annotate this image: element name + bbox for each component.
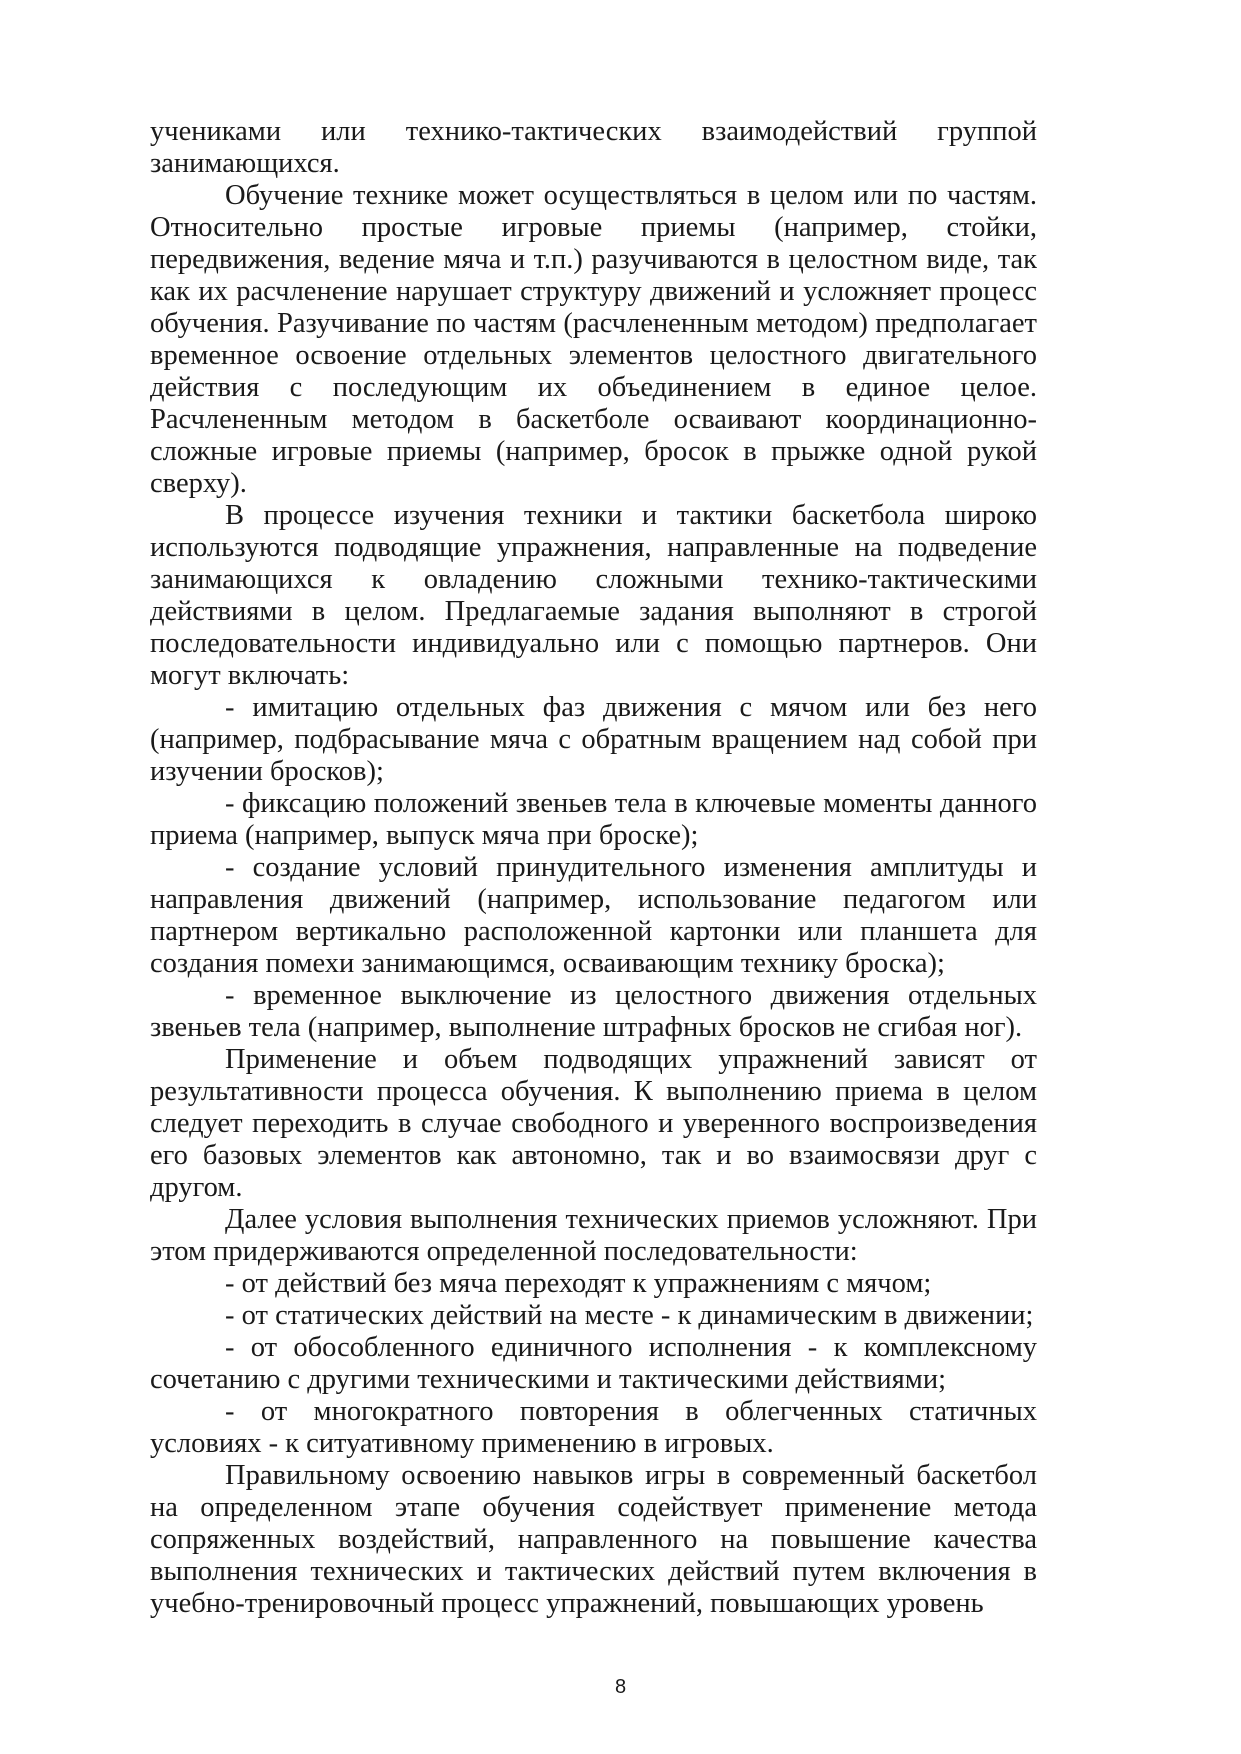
paragraph-technique-training: Обучение технике может осуществляться в целом или по частям. Относительно простые игровые приемы (например, стойки, передвижения, ведение мяча и т.п.) разучиваются в целостном виде, так как их расчленение нарушает структуру движений и усложняет процесс обучения. Разучивание по частям (расчлененным методом) предполагает временное освоение отдельных элементов целостного двигательного действия с последующим их объединением в единое целое. Расчлененным методом в баскетболе осваивают координационно-сложные игровые приемы (например, бросок в прыжке одной рукой сверху).: [150, 180, 1037, 499]
page-number: 8: [614, 1676, 627, 1698]
list-item-isolated-complex: - от обособленного единичного исполнения - к комплексному сочетанию с другими техническими и тактическими действиями;: [150, 1332, 1037, 1395]
document-page: [150, 116, 1037, 1620]
list-item-imitation: - имитацию отдельных фаз движения с мячом или без него (например, подбрасывание мяча с обратным вращением над собой при изучении бросков);: [150, 692, 1037, 787]
list-item-without-ball: - от действий без мяча переходят к упражнениям с мячом;: [225, 1268, 932, 1299]
paragraph-continuation: учениками или технико-тактических взаимодействий группой занимающихся.: [150, 116, 1037, 179]
list-item-fixation: - фиксацию положений звеньев тела в ключевые моменты данного приема (например, выпуск мяча при броске);: [150, 788, 1037, 851]
paragraph-application-volume: Применение и объем подводящих упражнений зависят от результативности процесса обучения. К выполнению приема в целом следует переходить в случае свободного и уверенного воспроизведения его базовых элементов как автономно, так и во взаимосвязи друг с другом.: [150, 1044, 1037, 1203]
list-item-forced-conditions: - создание условий принудительного изменения амплитуды и направления движений (например, использование педагогом или партнером вертикально расположенной картонки или планшета для создания помехи занимающимся, осваивающим технику броска);: [150, 852, 1037, 979]
paragraph-conjugate-method: Правильному освоению навыков игры в современный баскетбол на определенном этапе обучения содействует применение метода сопряженных воздействий, направленного на повышение качества выполнения технических и тактических действий путем включения в учебно-тренировочный процесс упражнений, повышающих уровень: [150, 1460, 1037, 1619]
list-item-repetition-situational: - от многократного повторения в облегченных статичных условиях - к ситуативному применению в игровых.: [150, 1396, 1037, 1459]
list-item-static-dynamic: - от статических действий на месте - к динамическим в движении;: [225, 1300, 1034, 1331]
paragraph-conditions-complicated: Далее условия выполнения технических приемов усложняют. При этом придерживаются определенной последовательности:: [150, 1204, 1037, 1267]
list-item-temporary-exclusion: - временное выключение из целостного движения отдельных звеньев тела (например, выполнение штрафных бросков не сгибая ног).: [150, 980, 1037, 1043]
paragraph-lead-up-exercises: В процессе изучения техники и тактики баскетбола широко используются подводящие упражнения, направленные на подведение занимающихся к овладению сложными технико-тактическими действиями в целом. Предлагаемые задания выполняют в строгой последовательности индивидуально или с помощью партнеров. Они могут включать:: [150, 500, 1037, 691]
